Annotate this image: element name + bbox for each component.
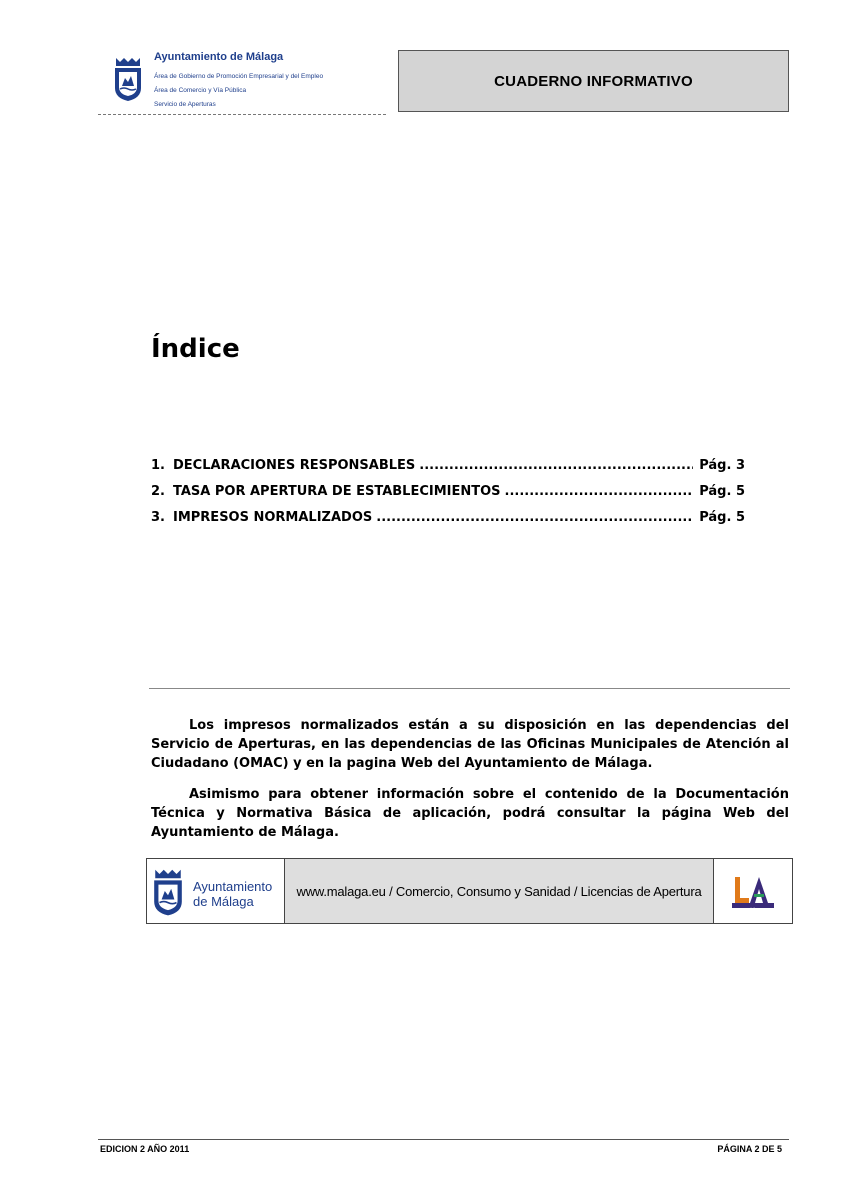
toc-item-page: Pág. 3	[699, 458, 745, 473]
toc-item-title: IMPRESOS NORMALIZADOS	[173, 510, 373, 525]
section-divider	[149, 688, 790, 689]
toc-leader-dots	[505, 484, 694, 499]
la-logo-icon	[732, 873, 774, 911]
banner-org-logo	[147, 859, 285, 923]
city-crest-icon	[151, 867, 185, 917]
toc-item-number: 1.	[151, 458, 165, 473]
header-organization-block	[98, 48, 386, 115]
toc-leader-dots	[376, 510, 693, 525]
toc-item-title: DECLARACIONES RESPONSABLES	[173, 458, 416, 473]
toc-item[interactable]	[151, 458, 745, 484]
org-area-line: Área de Comercio y Vía Pública	[154, 87, 247, 94]
toc-item-number: 2.	[151, 484, 165, 499]
toc-item-page: Pág. 5	[699, 484, 745, 499]
table-of-contents	[151, 458, 745, 536]
licencias-apertura-logo	[714, 859, 792, 923]
index-heading: Índice	[151, 334, 240, 364]
document-type-box	[398, 50, 789, 112]
toc-item[interactable]	[151, 510, 745, 536]
toc-leader-dots	[419, 458, 693, 473]
info-paragraph-documentation-text: Asimismo para obtener información sobre el contenido de la Documentación Técnica y Normativa Básica de aplicación, podrá consultar la página Web del Ayuntamiento de Málaga.	[151, 787, 789, 840]
info-paragraph-forms	[151, 716, 789, 773]
info-paragraph-documentation	[151, 785, 789, 842]
org-department-line: Área de Gobierno de Promoción Empresarial y del Empleo	[154, 73, 324, 80]
banner-org-line2: de Málaga	[193, 894, 254, 909]
toc-item-title: TASA POR APERTURA DE ESTABLECIMIENTOS	[173, 484, 501, 499]
org-title: Ayuntamiento de Málaga	[154, 51, 284, 63]
toc-item[interactable]	[151, 484, 745, 510]
banner-org-line1: Ayuntamiento	[193, 879, 273, 894]
la-logo-text: LA	[750, 906, 756, 911]
page-number: PÁGINA 2 DE 5	[717, 1144, 782, 1154]
info-paragraph-forms-text: Los impresos normalizados están a su disposición en las dependencias del Servicio de Aperturas, en las dependencias de las Oficinas Municipales de Atención al Ciudadano (OMAC) y en la pagina Web del Ayuntamiento de Málaga.	[151, 718, 789, 771]
document-type-label: CUADERNO INFORMATIVO	[494, 72, 693, 90]
toc-item-number: 3.	[151, 510, 165, 525]
edition-label: EDICION 2 AÑO 2011	[100, 1144, 190, 1154]
city-crest-icon	[112, 56, 144, 102]
banner-org-name	[193, 879, 272, 909]
org-service-line: Servicio de Aperturas	[154, 101, 216, 108]
banner-web-link[interactable]: www.malaga.eu / Comercio, Consumo y Sanidad / Licencias de Apertura	[285, 859, 714, 923]
page-footer-rule	[98, 1139, 789, 1140]
footer-banner	[146, 858, 793, 924]
toc-item-page: Pág. 5	[699, 510, 745, 525]
